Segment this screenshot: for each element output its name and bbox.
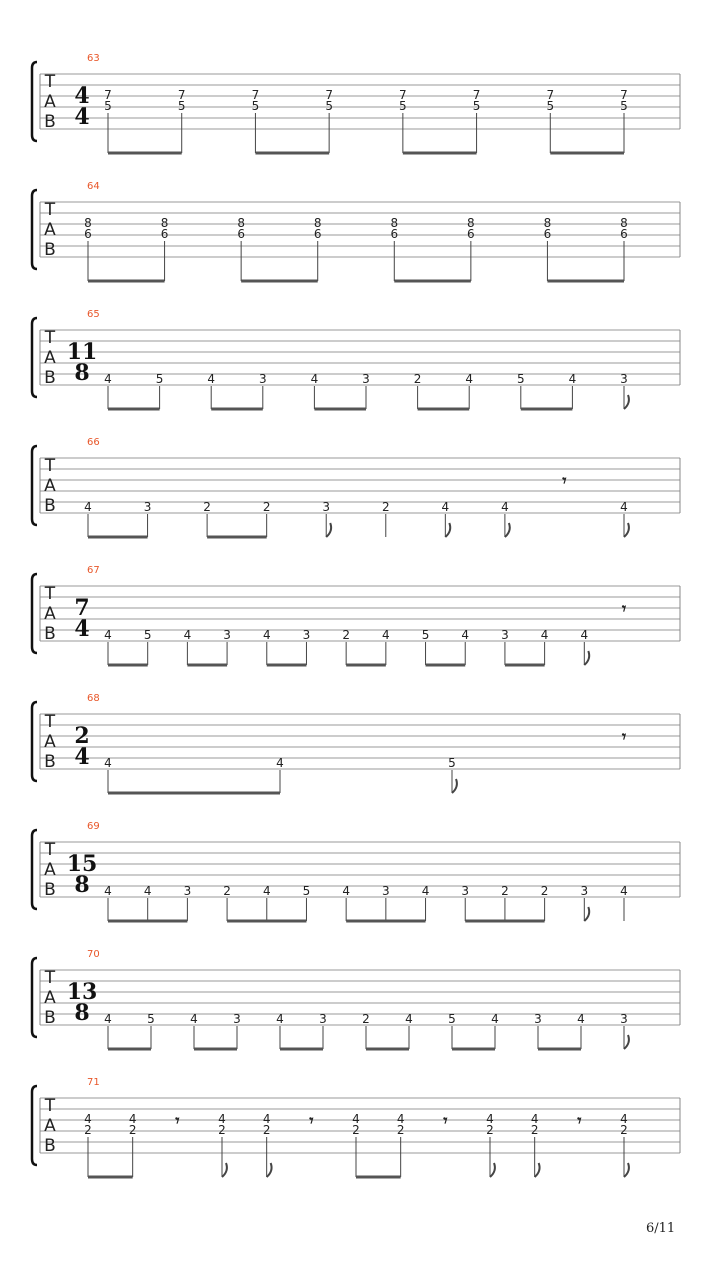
fret-number: 4	[84, 1112, 92, 1126]
fret-number: 2	[540, 884, 549, 898]
tab-clef-letter: B	[44, 496, 56, 516]
tab-clef-letter: A	[44, 348, 56, 368]
tab-clef-letter: B	[44, 752, 56, 772]
time-signature-top: 13	[66, 979, 98, 1005]
fret-number: 4	[461, 628, 470, 642]
measure-number: 69	[87, 821, 100, 832]
note-flag	[222, 1163, 227, 1177]
fret-number: 6	[543, 227, 552, 241]
fret-number: 4	[104, 884, 112, 898]
measure-number: 71	[87, 1077, 100, 1088]
fret-number: 4	[405, 1012, 413, 1026]
fret-number: 4	[501, 500, 509, 514]
fret-number: 8	[160, 216, 169, 230]
fret-number: 2	[486, 1123, 494, 1137]
fret-number: 4	[620, 884, 628, 898]
tab-clef-letter: B	[44, 880, 56, 900]
fret-number: 5	[251, 99, 260, 113]
fret-number: 5	[546, 99, 555, 113]
tab-system	[32, 181, 680, 281]
system-bracket	[32, 1086, 37, 1165]
tab-clef-letter: A	[44, 604, 56, 624]
fret-number: 3	[620, 1012, 628, 1026]
fret-number: 2	[362, 1012, 370, 1026]
fret-number: 2	[203, 500, 211, 514]
fret-number: 7	[251, 88, 260, 102]
fret-number: 5	[516, 372, 525, 386]
time-signature-bottom: 4	[74, 616, 90, 642]
tab-clef-letter: A	[44, 732, 56, 752]
fret-number: 4	[104, 372, 112, 386]
fret-number: 4	[190, 1012, 198, 1026]
tab-clef-letter: B	[44, 1008, 56, 1028]
fret-number: 4	[396, 1112, 405, 1126]
fret-number: 4	[441, 500, 450, 514]
fret-number: 8	[543, 216, 552, 230]
fret-number: 4	[276, 1012, 284, 1026]
fret-number: 4	[218, 1112, 226, 1126]
fret-number: 2	[262, 500, 271, 514]
fret-number: 5	[448, 756, 456, 770]
fret-number: 2	[128, 1123, 137, 1137]
fret-number: 2	[501, 884, 509, 898]
fret-number: 5	[143, 628, 152, 642]
fret-number: 8	[84, 216, 92, 230]
eighth-rest: 𝄾	[175, 1111, 180, 1130]
fret-number: 8	[313, 216, 322, 230]
fret-number: 4	[620, 500, 628, 514]
note-flag	[584, 651, 589, 665]
system-bracket	[32, 702, 37, 781]
fret-number: 7	[546, 88, 555, 102]
fret-number: 2	[223, 884, 231, 898]
fret-number: 7	[472, 88, 481, 102]
eighth-rest: 𝄾	[577, 1111, 582, 1130]
tab-system	[32, 53, 680, 153]
fret-number: 3	[501, 628, 509, 642]
time-signature-top: 11	[66, 339, 98, 365]
tab-system	[32, 437, 680, 537]
fret-number: 3	[258, 372, 267, 386]
measure-number: 70	[87, 949, 100, 960]
time-signature-bottom: 4	[74, 104, 90, 130]
eighth-rest: 𝄾	[621, 727, 627, 746]
fret-number: 4	[352, 1112, 360, 1126]
fret-number: 4	[577, 1012, 585, 1026]
note-flag	[452, 779, 457, 793]
fret-number: 5	[104, 99, 112, 113]
fret-number: 7	[399, 88, 407, 102]
fret-number: 5	[448, 1012, 456, 1026]
tab-system	[32, 1077, 680, 1177]
fret-number: 4	[183, 628, 192, 642]
fret-number: 2	[381, 500, 390, 514]
tab-system	[32, 949, 680, 1049]
note-flag	[584, 907, 589, 921]
tab-system	[32, 821, 680, 921]
fret-number: 5	[620, 99, 628, 113]
fret-number: 4	[342, 884, 350, 898]
tab-clef-letter: B	[44, 1136, 56, 1156]
fret-number: 3	[461, 884, 470, 898]
fret-number: 4	[580, 628, 589, 642]
fret-number: 8	[467, 216, 475, 230]
fret-number: 4	[421, 884, 430, 898]
fret-number: 6	[467, 227, 475, 241]
fret-number: 3	[322, 500, 331, 514]
fret-number: 4	[382, 628, 390, 642]
fret-number: 7	[620, 88, 628, 102]
tab-clef-letter: B	[44, 368, 56, 388]
fret-number: 5	[302, 884, 311, 898]
time-signature-bottom: 4	[74, 744, 90, 770]
tab-clef-letter: A	[44, 860, 56, 880]
measure-number: 67	[87, 565, 100, 576]
fret-number: 3	[183, 884, 192, 898]
note-flag	[624, 523, 629, 537]
fret-number: 2	[84, 1123, 92, 1137]
eighth-rest: 𝄾	[621, 599, 627, 618]
time-signature-top: 15	[66, 851, 98, 877]
tab-clef-letter: B	[44, 240, 56, 260]
measure-number: 66	[87, 437, 100, 448]
fret-number: 3	[319, 1012, 327, 1026]
system-bracket	[32, 830, 37, 909]
fret-number: 2	[530, 1123, 539, 1137]
fret-number: 4	[491, 1012, 499, 1026]
note-flag	[624, 1163, 629, 1177]
fret-number: 7	[177, 88, 186, 102]
fret-number: 3	[382, 884, 390, 898]
measure-number: 65	[87, 309, 100, 320]
fret-number: 2	[396, 1123, 405, 1137]
tab-clef-letter: B	[44, 624, 56, 644]
fret-number: 3	[143, 500, 152, 514]
tab-system	[32, 565, 680, 665]
fret-number: 5	[177, 99, 186, 113]
fret-number: 4	[620, 1112, 628, 1126]
fret-number: 6	[313, 227, 322, 241]
time-signature-bottom: 8	[74, 872, 90, 898]
fret-number: 2	[352, 1123, 360, 1137]
fret-number: 6	[237, 227, 245, 241]
note-flag	[267, 1163, 272, 1177]
note-flag	[624, 395, 629, 409]
system-bracket	[32, 574, 37, 653]
note-flag	[490, 1163, 495, 1177]
fret-number: 5	[325, 99, 333, 113]
tab-clef-letter: T	[44, 840, 56, 860]
fret-number: 7	[325, 88, 333, 102]
measure-number: 63	[87, 53, 100, 64]
tab-system	[32, 309, 680, 409]
fret-number: 4	[530, 1112, 539, 1126]
fret-number: 6	[390, 227, 399, 241]
fret-number: 3	[233, 1012, 241, 1026]
fret-number: 5	[472, 99, 481, 113]
fret-number: 5	[147, 1012, 155, 1026]
fret-number: 5	[399, 99, 407, 113]
fret-number: 2	[218, 1123, 226, 1137]
fret-number: 6	[84, 227, 92, 241]
fret-number: 4	[486, 1112, 494, 1126]
fret-number: 8	[390, 216, 399, 230]
fret-number: 5	[155, 372, 164, 386]
fret-number: 4	[143, 884, 152, 898]
fret-number: 4	[262, 884, 271, 898]
tab-clef-letter: A	[44, 1116, 56, 1136]
fret-number: 3	[580, 884, 589, 898]
fret-number: 5	[421, 628, 430, 642]
fret-number: 8	[620, 216, 628, 230]
fret-number: 6	[620, 227, 628, 241]
tab-clef-letter: A	[44, 92, 56, 112]
fret-number: 2	[413, 372, 422, 386]
fret-number: 3	[223, 628, 231, 642]
time-signature-bottom: 8	[74, 1000, 90, 1026]
tab-clef-letter: T	[44, 968, 56, 988]
fret-number: 4	[128, 1112, 137, 1126]
tab-clef-letter: T	[44, 200, 56, 220]
eighth-rest: 𝄾	[443, 1111, 448, 1130]
eighth-rest: 𝄾	[562, 471, 567, 490]
fret-number: 4	[568, 372, 577, 386]
fret-number: 7	[104, 88, 112, 102]
note-flag	[445, 523, 450, 537]
tab-clef-letter: T	[44, 1096, 56, 1116]
fret-number: 4	[104, 1012, 112, 1026]
tab-clef-letter: T	[44, 72, 56, 92]
fret-number: 2	[262, 1123, 271, 1137]
eighth-rest: 𝄾	[309, 1111, 314, 1130]
note-flag	[505, 523, 510, 537]
fret-number: 4	[465, 372, 474, 386]
tab-clef-letter: A	[44, 476, 56, 496]
fret-number: 4	[310, 372, 319, 386]
tab-clef-letter: A	[44, 988, 56, 1008]
fret-number: 4	[104, 628, 112, 642]
system-bracket	[32, 318, 37, 397]
time-signature-bottom: 8	[74, 360, 90, 386]
fret-number: 6	[160, 227, 169, 241]
tab-system	[32, 693, 680, 793]
note-flag	[326, 523, 331, 537]
measure-number: 64	[87, 181, 100, 192]
fret-number: 4	[104, 756, 112, 770]
tab-clef-letter: T	[44, 584, 56, 604]
note-flag	[624, 1035, 629, 1049]
fret-number: 4	[540, 628, 549, 642]
tab-clef-letter: B	[44, 112, 56, 132]
fret-number: 4	[276, 756, 284, 770]
tab-clef-letter: T	[44, 456, 56, 476]
fret-number: 3	[302, 628, 311, 642]
measure-number: 68	[87, 693, 100, 704]
tab-clef-letter: T	[44, 328, 56, 348]
system-bracket	[32, 190, 37, 269]
system-bracket	[32, 62, 37, 141]
fret-number: 3	[534, 1012, 542, 1026]
tab-clef-letter: A	[44, 220, 56, 240]
tab-clef-letter: T	[44, 712, 56, 732]
fret-number: 4	[262, 628, 271, 642]
fret-number: 3	[362, 372, 370, 386]
system-bracket	[32, 958, 37, 1037]
page-number: 6/11	[646, 1221, 676, 1236]
system-bracket	[32, 446, 37, 525]
fret-number: 4	[84, 500, 92, 514]
fret-number: 2	[342, 628, 350, 642]
fret-number: 8	[237, 216, 245, 230]
note-flag	[535, 1163, 540, 1177]
time-signature-top: 7	[74, 595, 90, 621]
time-signature-top: 2	[74, 723, 90, 749]
fret-number: 2	[620, 1123, 628, 1137]
time-signature-top: 4	[74, 83, 90, 109]
fret-number: 3	[620, 372, 628, 386]
fret-number: 4	[207, 372, 216, 386]
fret-number: 4	[262, 1112, 271, 1126]
